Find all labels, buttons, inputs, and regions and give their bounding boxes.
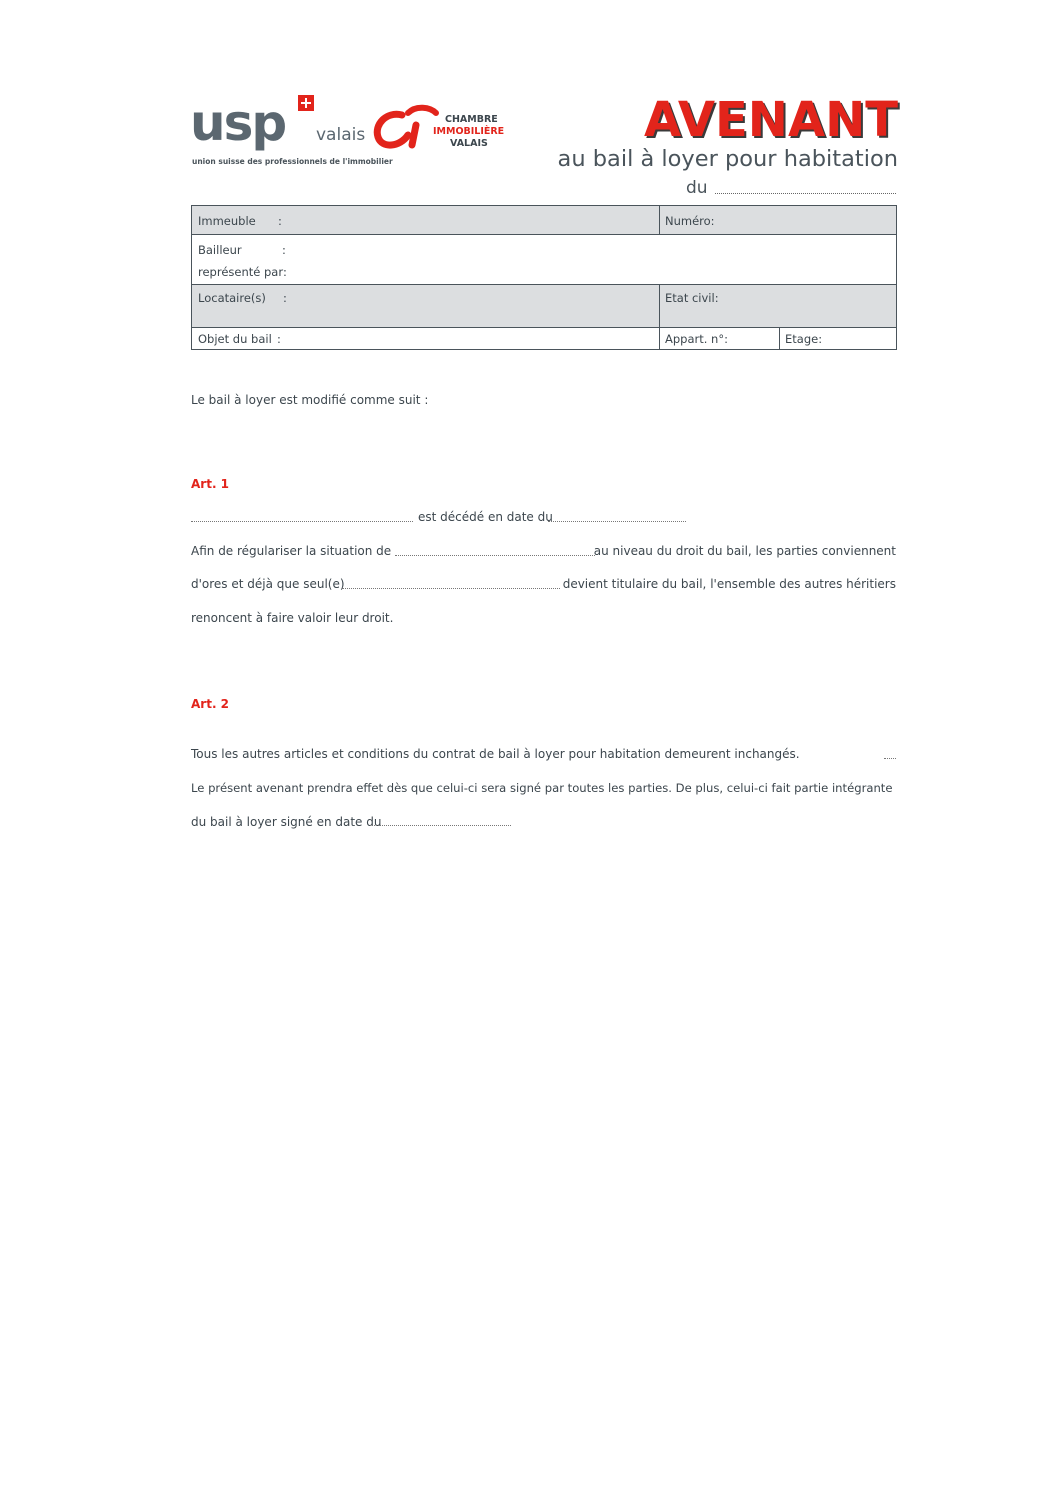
objet-field[interactable] [192,328,659,349]
date-label: du [686,178,708,198]
chambre-immobiliere-logo-icon [372,103,442,153]
bailleur-label: Bailleur [198,243,242,257]
uspi-tagline: union suisse des professionnels de l'immobilier [192,157,393,166]
numero-field[interactable] [659,206,896,234]
row-bailleur [192,235,896,285]
art1-line2-end: au niveau du droit du bail, les parties conviennent [593,544,896,558]
etat-civil-field[interactable] [659,285,896,327]
art2-heading: Art. 2 [191,697,230,711]
situation-name-field[interactable] [395,555,595,556]
etage-field[interactable] [779,328,896,349]
art1-line2-start: Afin de régulariser la situation de [191,544,392,558]
immeuble-label: Immeuble [198,214,256,228]
represente-label: représenté par [198,265,284,279]
row-immeuble [192,206,896,235]
locataires-field[interactable] [192,285,659,327]
objet-colon: : [277,332,281,346]
ci-logo-line1: CHAMBRE [445,114,498,125]
ci-logo-line3: VALAIS [450,138,488,149]
bailleur-colon: : [282,243,286,257]
art1-line3-start: d'ores et déjà que seul(e) [191,577,345,591]
art1-line3-end: devient titulaire du bail, l'ensemble des autres héritiers [562,577,896,591]
objet-label: Objet du bail [198,332,272,346]
art2-line2: Le présent avenant prendra effet dès que celui-ci sera signé par toutes les parties. De plus, celui-ci fait partie intégrante [191,781,893,795]
art2-trailing-dots [884,758,896,759]
document-title: AVENANT [643,92,898,148]
bailleur-field[interactable] [292,235,896,284]
locataires-colon: : [283,291,287,305]
uspi-logo-region: valais [316,125,366,145]
represente-colon: : [283,265,287,279]
lease-info-table [191,205,897,350]
date-field[interactable] [715,193,896,194]
row-objet [192,328,896,349]
etat-civil-label: Etat civil: [665,291,719,305]
art1-line1: est décédé en date du [418,510,553,524]
uspi-logo-text: usp [190,94,286,152]
death-date-field[interactable] [548,521,686,522]
art1-line4: renoncent à faire valoir leur droit. [191,611,394,625]
ci-logo-line2: IMMOBILIÈRE [433,126,505,137]
row-locataires [192,285,896,328]
new-holder-field[interactable] [342,588,560,589]
immeuble-field[interactable] [192,206,659,234]
appart-label: Appart. n°: [665,332,728,346]
appart-field[interactable] [659,328,779,349]
lease-sign-date-field[interactable] [370,825,511,826]
deceased-name-field[interactable] [191,521,413,522]
intro-text: Le bail à loyer est modifié comme suit : [191,393,429,407]
art2-line3: du bail à loyer signé en date du [191,815,382,829]
swiss-cross-icon [298,95,314,111]
etage-label: Etage: [785,332,823,346]
numero-label: Numéro: [665,214,715,228]
immeuble-colon: : [278,214,282,228]
art1-heading: Art. 1 [191,477,230,491]
locataires-label: Locataire(s) [198,291,266,305]
document-subtitle: au bail à loyer pour habitation [557,146,898,172]
art2-line1: Tous les autres articles et conditions du contrat de bail à loyer pour habitation demeurent inchangés. [191,747,800,761]
